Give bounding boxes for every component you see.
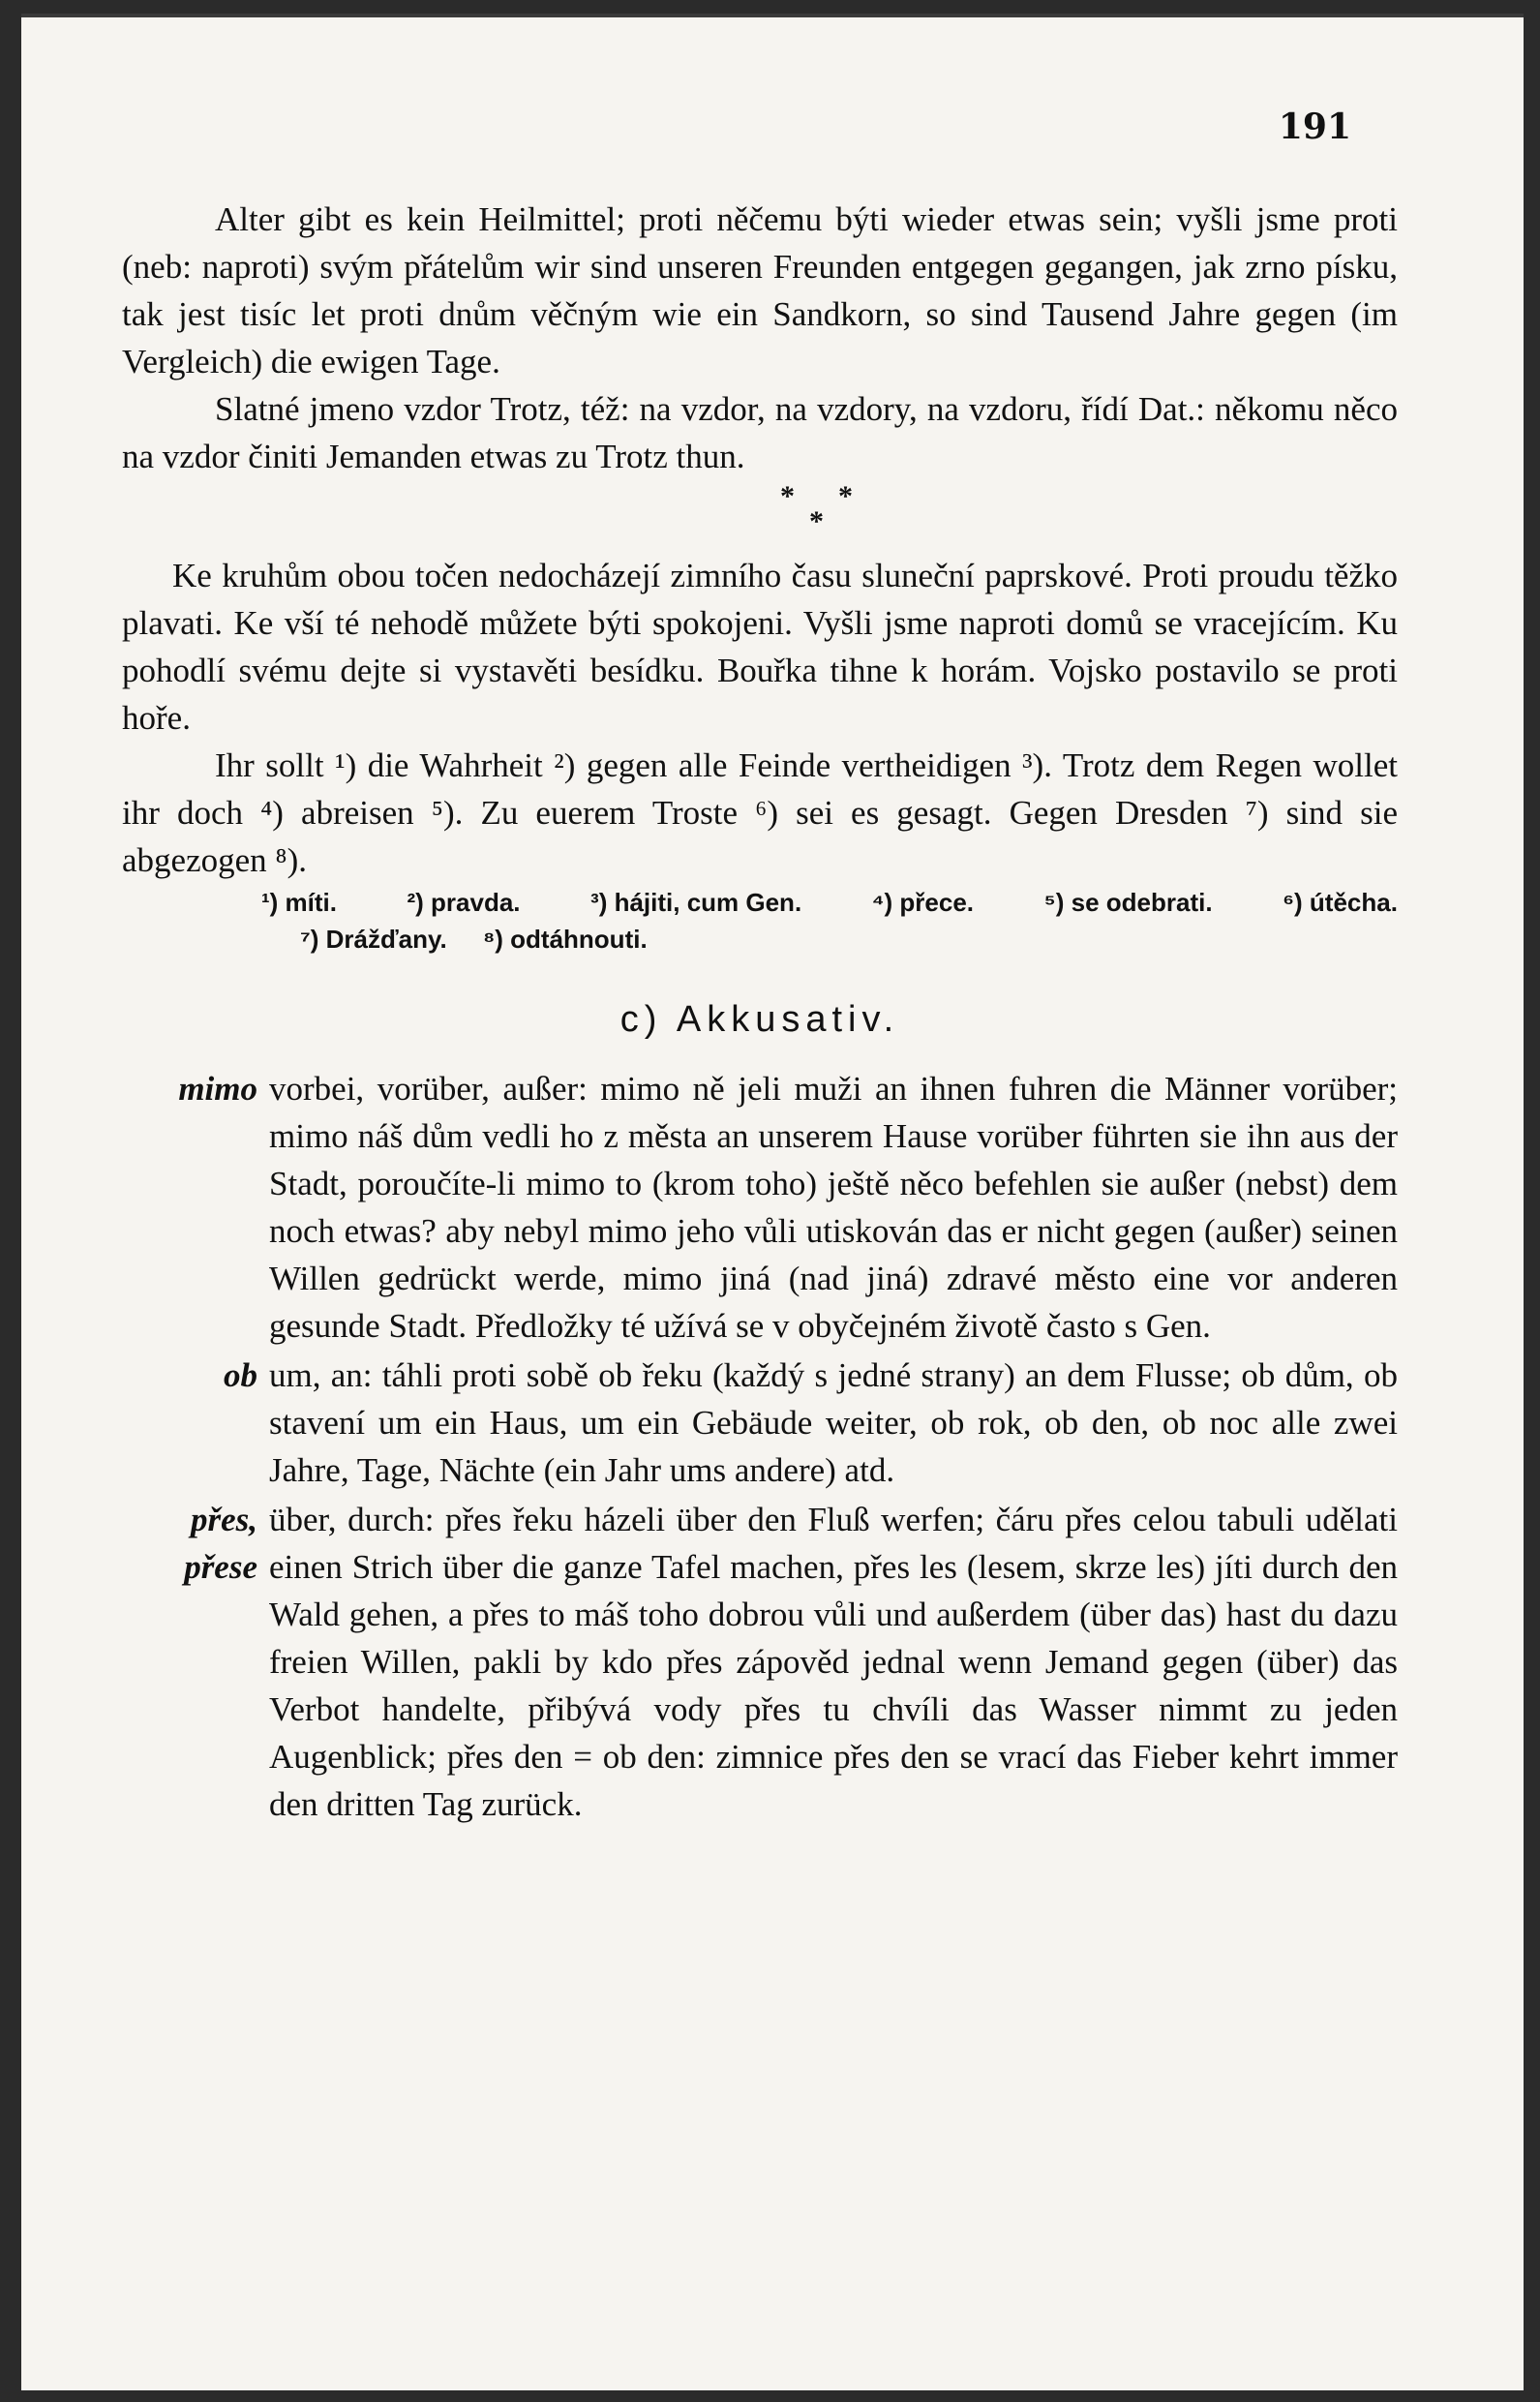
footnote: ⁶) útěcha. — [1283, 888, 1398, 917]
entry-mimo — [122, 1065, 1398, 1350]
footnote: ³) hájiti, cum Gen. — [590, 888, 802, 917]
paragraph-1: Alter gibt es kein Heilmittel; proti něčemu býti wieder etwas sein; vyšli jsme proti (neb: naproti) svým přátelům wir sind unseren Freunden entgegen gegangen, jak zrno písku, tak jest tisíc let proti dnům věčným wie ein Sandkorn, so sind Tausend Jahre gegen (im Vergleich) die ewigen Tage. — [122, 200, 1398, 380]
asterism-star: * — [809, 505, 824, 537]
asterism-star: * — [780, 480, 795, 512]
german-exercise-paragraph: Ihr sollt ¹) die Wahrheit ²) gegen alle Feinde vertheidigen ³). Trotz dem Regen wollet ihr doch ⁴) abreisen ⁵). Zu euerem Troste ⁶) sei es gesagt. Gegen Dresden ⁷) sind sie abgezogen ⁸). — [122, 746, 1398, 879]
footnote: ⁴) přece. — [871, 888, 975, 917]
entry-head: ob — [224, 1356, 257, 1394]
paragraph-2: Slatné jmeno vzdor Trotz, též: na vzdor, na vzdory, na vzdoru, řídí Dat.: někomu něco na vzdor činiti Jemanden etwas zu Trotz thun. — [122, 390, 1398, 475]
footnote: ¹) míti. — [261, 888, 337, 917]
entry-text: vorbei, vorüber, außer: mimo ně jeli muži an ihnen fuhren die Männer vorüber; mimo náš dům vedli ho z města an unserem Hause vorüber führten sie ihn aus der Stadt, poroučíte-li mimo to (krom toho) ještě něco befehlen sie außer (nebst) dem noch etwas? aby nebyl mimo jeho vůli utiskován das er nicht gegen (außer) seinen Willen gedrückt werde, mimo jiná (nad jiná) zdravé město eine vor anderen gesunde Stadt. Předložky té užívá se v obyčejném životě často s Gen. — [269, 1070, 1398, 1345]
exercise-paragraph: Ke kruhům obou točen nedocházejí zimního času sluneční paprskové. Proti proudu těžko plavati. Ke vší té nehodě můžete býti spokojeni. Vyšli jsme naproti domů se vracejícím. Ku pohodlí svému dejte si vystavěti besídku. Bouřka tihne k horám. Vojsko postavilo se proti hoře. — [122, 557, 1398, 737]
footnote-row — [261, 921, 1398, 958]
text-block — [122, 196, 1398, 1828]
entry-head: přes, přese — [184, 1501, 257, 1586]
asterism — [122, 482, 1398, 546]
section-heading: c) Akkusativ. — [619, 999, 900, 1040]
footnote: ²) pravda. — [407, 888, 521, 917]
page-number: 191 — [1278, 106, 1351, 147]
footnote-row — [261, 884, 1398, 921]
book-page — [21, 14, 1524, 2390]
entry-text: um, an: táhli proti sobě ob řeku (každý s jedné strany) an dem Flusse; ob dům, ob stavení um ein Haus, um ein Gebäude weiter, ob rok, ob den, ob noc alle zwei Jahre, Tage, Nächte (ein Jahr ums andere) atd. — [269, 1356, 1398, 1489]
footnote: ⁷) Drážďany. — [300, 925, 447, 954]
entry-pres — [122, 1496, 1398, 1828]
entry-ob — [122, 1352, 1398, 1494]
asterism-star: * — [838, 480, 853, 512]
footnote: ⁵) se odebrati. — [1043, 888, 1213, 917]
footnote: ⁸) odtáhnouti. — [482, 925, 648, 954]
entry-text: über, durch: přes řeku házeli über den Fluß werfen; čáru přes celou tabuli udělati einen Strich über die ganze Tafel machen, přes les (lesem, skrze les) jíti durch den Wald gehen, a přes to máš toho dobrou vůli und außerdem (über das) hast du dazu freien Willen, pakli by kdo přes zápověd jednal wenn Jemand gegen (über) das Verbot handelte, přibývá vody přes tu chvíli das Wasser nimmt zu jeden Augenblick; přes den = ob den: zimnice přes den se vrací das Fieber kehrt immer den dritten Tag zurück. — [269, 1501, 1398, 1823]
footnotes — [122, 884, 1398, 958]
entry-head: mimo — [178, 1070, 257, 1108]
